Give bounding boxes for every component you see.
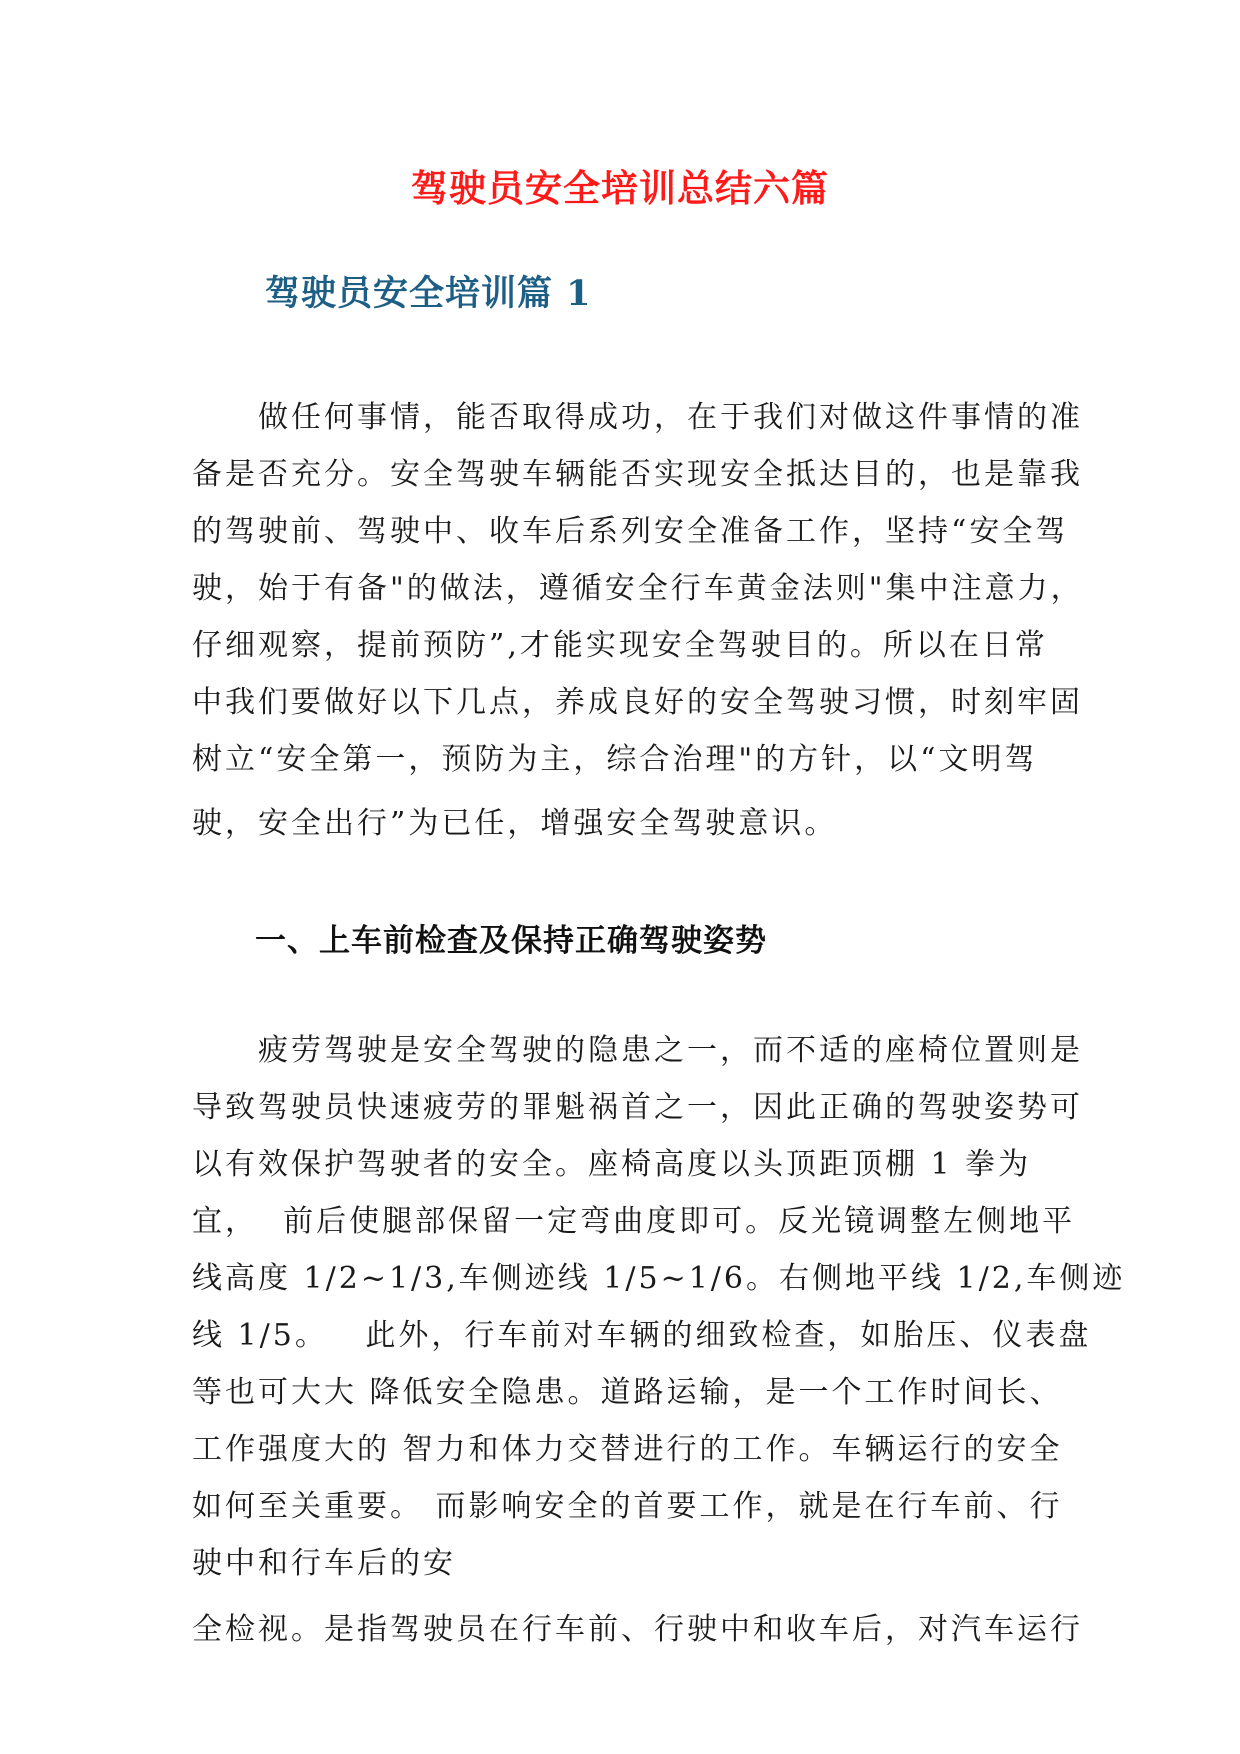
paragraph-line: 中我们要做好以下几点，养成良好的安全驾驶习惯，时刻牢固 — [192, 685, 1083, 720]
paragraph-line: 以有效保护驾驶者的安全。座椅高度以头顶距顶棚 1 拳为 — [192, 1147, 1032, 1182]
paragraph-line: 线 1/5。 此外，行车前对车辆的细致检查，如胎压、仪表盘 — [192, 1318, 1092, 1353]
paragraph-line: 疲劳驾驶是安全驾驶的隐患之一，而不适的座椅位置则是 — [258, 1033, 1083, 1068]
paragraph-line: 宜， 前后使腿部保留一定弯曲度即可。反光镜调整左侧地平 — [192, 1204, 1076, 1239]
paragraph-line: 树立“安全第一，预防为主，综合治理"的方针，以“文明驾 — [192, 742, 1038, 777]
paragraph-line: 等也可大大 降低安全隐患。道路运输，是一个工作时间长、 — [192, 1375, 1063, 1410]
paragraph-line: 驶，安全出行”为已任，增强安全驾驶意识。 — [192, 806, 838, 841]
chapter-heading: 驾驶员安全培训篇 1 — [265, 273, 592, 314]
paragraph-line: 仔细观察，提前预防”,才能实现安全驾驶目的。所以在日常 — [192, 628, 1048, 663]
paragraph-line: 的驾驶前、驾驶中、收车后系列安全准备工作，坚持“安全驾 — [192, 514, 1069, 549]
paragraph-line: 全检视。是指驾驶员在行车前、行驶中和收车后，对汽车运行 — [192, 1612, 1083, 1647]
document-title: 驾驶员安全培训总结六篇 — [411, 166, 829, 210]
paragraph-line: 备是否充分。安全驾驶车辆能否实现安全抵达目的，也是靠我 — [192, 457, 1083, 492]
paragraph-line: 驶，始于有备"的做法，遵循安全行车黄金法则"集中注意力， — [192, 571, 1084, 606]
paragraph-line: 线高度 1/2~1/3,车侧迹线 1/5~1/6。右侧地平线 1/2,车侧迹 — [192, 1261, 1126, 1296]
paragraph-line: 做任何事情，能否取得成功，在于我们对做这件事情的准 — [258, 400, 1083, 435]
paragraph-line: 如何至关重要。 而影响安全的首要工作，就是在行车前、行 — [192, 1489, 1063, 1524]
paragraph-line: 工作强度大的 智力和体力交替进行的工作。车辆运行的安全 — [192, 1432, 1063, 1467]
section-heading: 一、上车前检查及保持正确驾驶姿势 — [255, 923, 767, 959]
paragraph-line: 驶中和行车后的安 — [192, 1546, 456, 1581]
paragraph-line: 导致驾驶员快速疲劳的罪魁祸首之一，因此正确的驾驶姿势可 — [192, 1090, 1083, 1125]
